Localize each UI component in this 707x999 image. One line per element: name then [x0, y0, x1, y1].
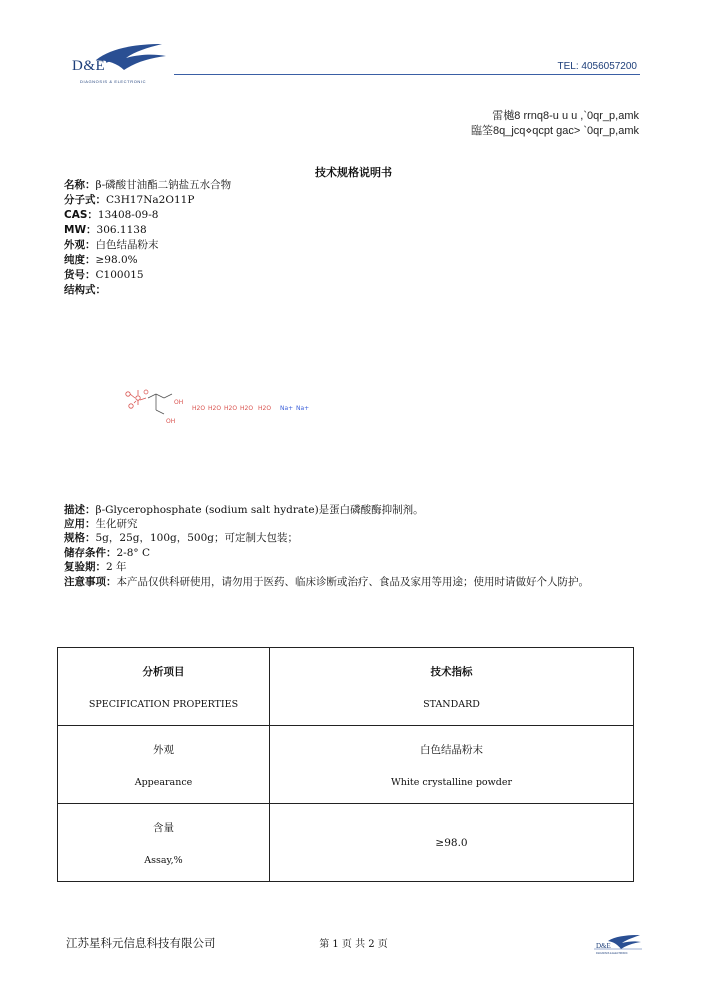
field-application — [64, 517, 138, 532]
field-label: 应用： — [64, 518, 96, 530]
header-tel: TEL: 4056057200 — [557, 61, 637, 72]
field-cas — [64, 208, 158, 223]
contact-line-1: 雷樾8 rrnq8-u u u ,`0qr_p,amk — [492, 110, 639, 122]
footer-company: 江苏星科元信息科技有限公司 — [66, 936, 216, 950]
header-standard-en: STANDARD — [423, 698, 480, 710]
field-package-sizes — [64, 531, 298, 546]
field-value: C100015 — [95, 269, 144, 281]
structure-water: H2O — [208, 405, 222, 412]
header-item-en: SPECIFICATION PROPERTIES — [88, 698, 239, 710]
field-retest-period — [64, 560, 127, 575]
field-value: 5g，25g，100g，500g；可定制大包装； — [95, 532, 299, 544]
field-value: 2 年 — [106, 561, 127, 573]
page-indicator: 第 1 页 共 2 页 — [319, 939, 388, 950]
field-catalog-number — [64, 268, 144, 283]
structure-water: H2O — [240, 405, 254, 412]
table-cell — [58, 726, 270, 804]
structure-sodium: Na+ — [296, 405, 310, 412]
structure-label-oh: OH — [166, 418, 176, 425]
structure-water: H2O — [192, 405, 206, 412]
field-value: 白色结晶粉末 — [95, 239, 159, 251]
field-value: 本产品仅供科研使用，请勿用于医药、临床诊断或治疗、食品及家用等用途；使用时请做好个人防护。 — [116, 576, 589, 588]
table-header-cell — [270, 648, 634, 726]
table-cell — [270, 804, 634, 882]
field-label: 复验期： — [64, 561, 106, 573]
field-formula — [64, 193, 194, 208]
structure-sodium: Na+ — [280, 405, 294, 412]
item-en: Assay,% — [144, 854, 183, 866]
header-item-cn: 分析项目 — [142, 665, 185, 678]
field-label: 外观： — [64, 239, 96, 251]
table-row — [58, 726, 634, 804]
spec-table — [57, 647, 634, 882]
field-label: 储存条件： — [64, 547, 117, 559]
structure-label-oh: OH — [174, 399, 184, 406]
logo-text: D&E — [72, 58, 106, 74]
field-label: 注意事项： — [64, 576, 117, 588]
document-title: 技术规格说明书 — [315, 166, 392, 179]
field-mw — [64, 223, 147, 238]
field-label: CAS： — [64, 209, 98, 221]
field-value: 2-8° C — [116, 547, 151, 559]
header-divider — [174, 74, 640, 75]
field-notes — [64, 575, 639, 590]
table-cell — [58, 804, 270, 882]
field-value: C3H17Na2O11P — [106, 194, 195, 206]
table-row — [58, 804, 634, 882]
footer-logo — [594, 933, 642, 955]
item-cn: 含量 — [153, 821, 174, 834]
field-label: 货号： — [64, 269, 96, 281]
item-en: Appearance — [134, 776, 193, 788]
field-value: 13408-09-8 — [97, 209, 159, 221]
field-value: 306.1138 — [96, 224, 147, 236]
structure-water: H2O — [224, 405, 238, 412]
field-value: β-磷酸甘油酯二钠盐五水合物 — [95, 179, 232, 191]
field-name — [64, 178, 231, 193]
field-value: β-Glycerophosphate (sodium salt hydrate)是蛋白磷酸酶抑制剂。 — [95, 504, 424, 516]
logo-subtext: DIAGNOSIS & ELECTRONIC — [80, 79, 147, 84]
field-label: 描述： — [64, 504, 96, 516]
standard-value: ≥98.0 — [435, 836, 468, 849]
field-purity — [64, 253, 138, 268]
table-cell — [270, 726, 634, 804]
field-label: 规格： — [64, 532, 96, 544]
item-cn: 外观 — [153, 743, 174, 756]
field-value: 生化研究 — [95, 518, 138, 530]
field-label: MW： — [64, 224, 97, 236]
contact-line-2: 臨筌8q_jcq⋄qcpt gac> `0qr_p,amk — [471, 125, 639, 137]
field-label: 名称： — [64, 179, 96, 191]
standard-en: White crystalline powder — [390, 776, 513, 788]
standard-cn: 白色结晶粉末 — [420, 743, 483, 756]
field-description — [64, 503, 424, 518]
field-label: 纯度： — [64, 254, 96, 266]
structure-water: H2O — [258, 405, 272, 412]
table-header-cell — [58, 648, 270, 726]
field-label: 结构式： — [64, 284, 106, 296]
field-value: ≥98.0% — [95, 254, 138, 266]
field-structure — [64, 283, 106, 298]
header-standard-cn: 技术指标 — [430, 665, 473, 678]
footer-logo-subtext: DIAGNOSIS & ELECTRONIC — [596, 952, 628, 955]
chemical-structure — [118, 386, 318, 432]
table-row — [58, 648, 634, 726]
field-storage — [64, 546, 150, 561]
field-appearance — [64, 238, 159, 253]
field-label: 分子式： — [64, 194, 106, 206]
footer-logo-text: D&E — [596, 942, 611, 950]
